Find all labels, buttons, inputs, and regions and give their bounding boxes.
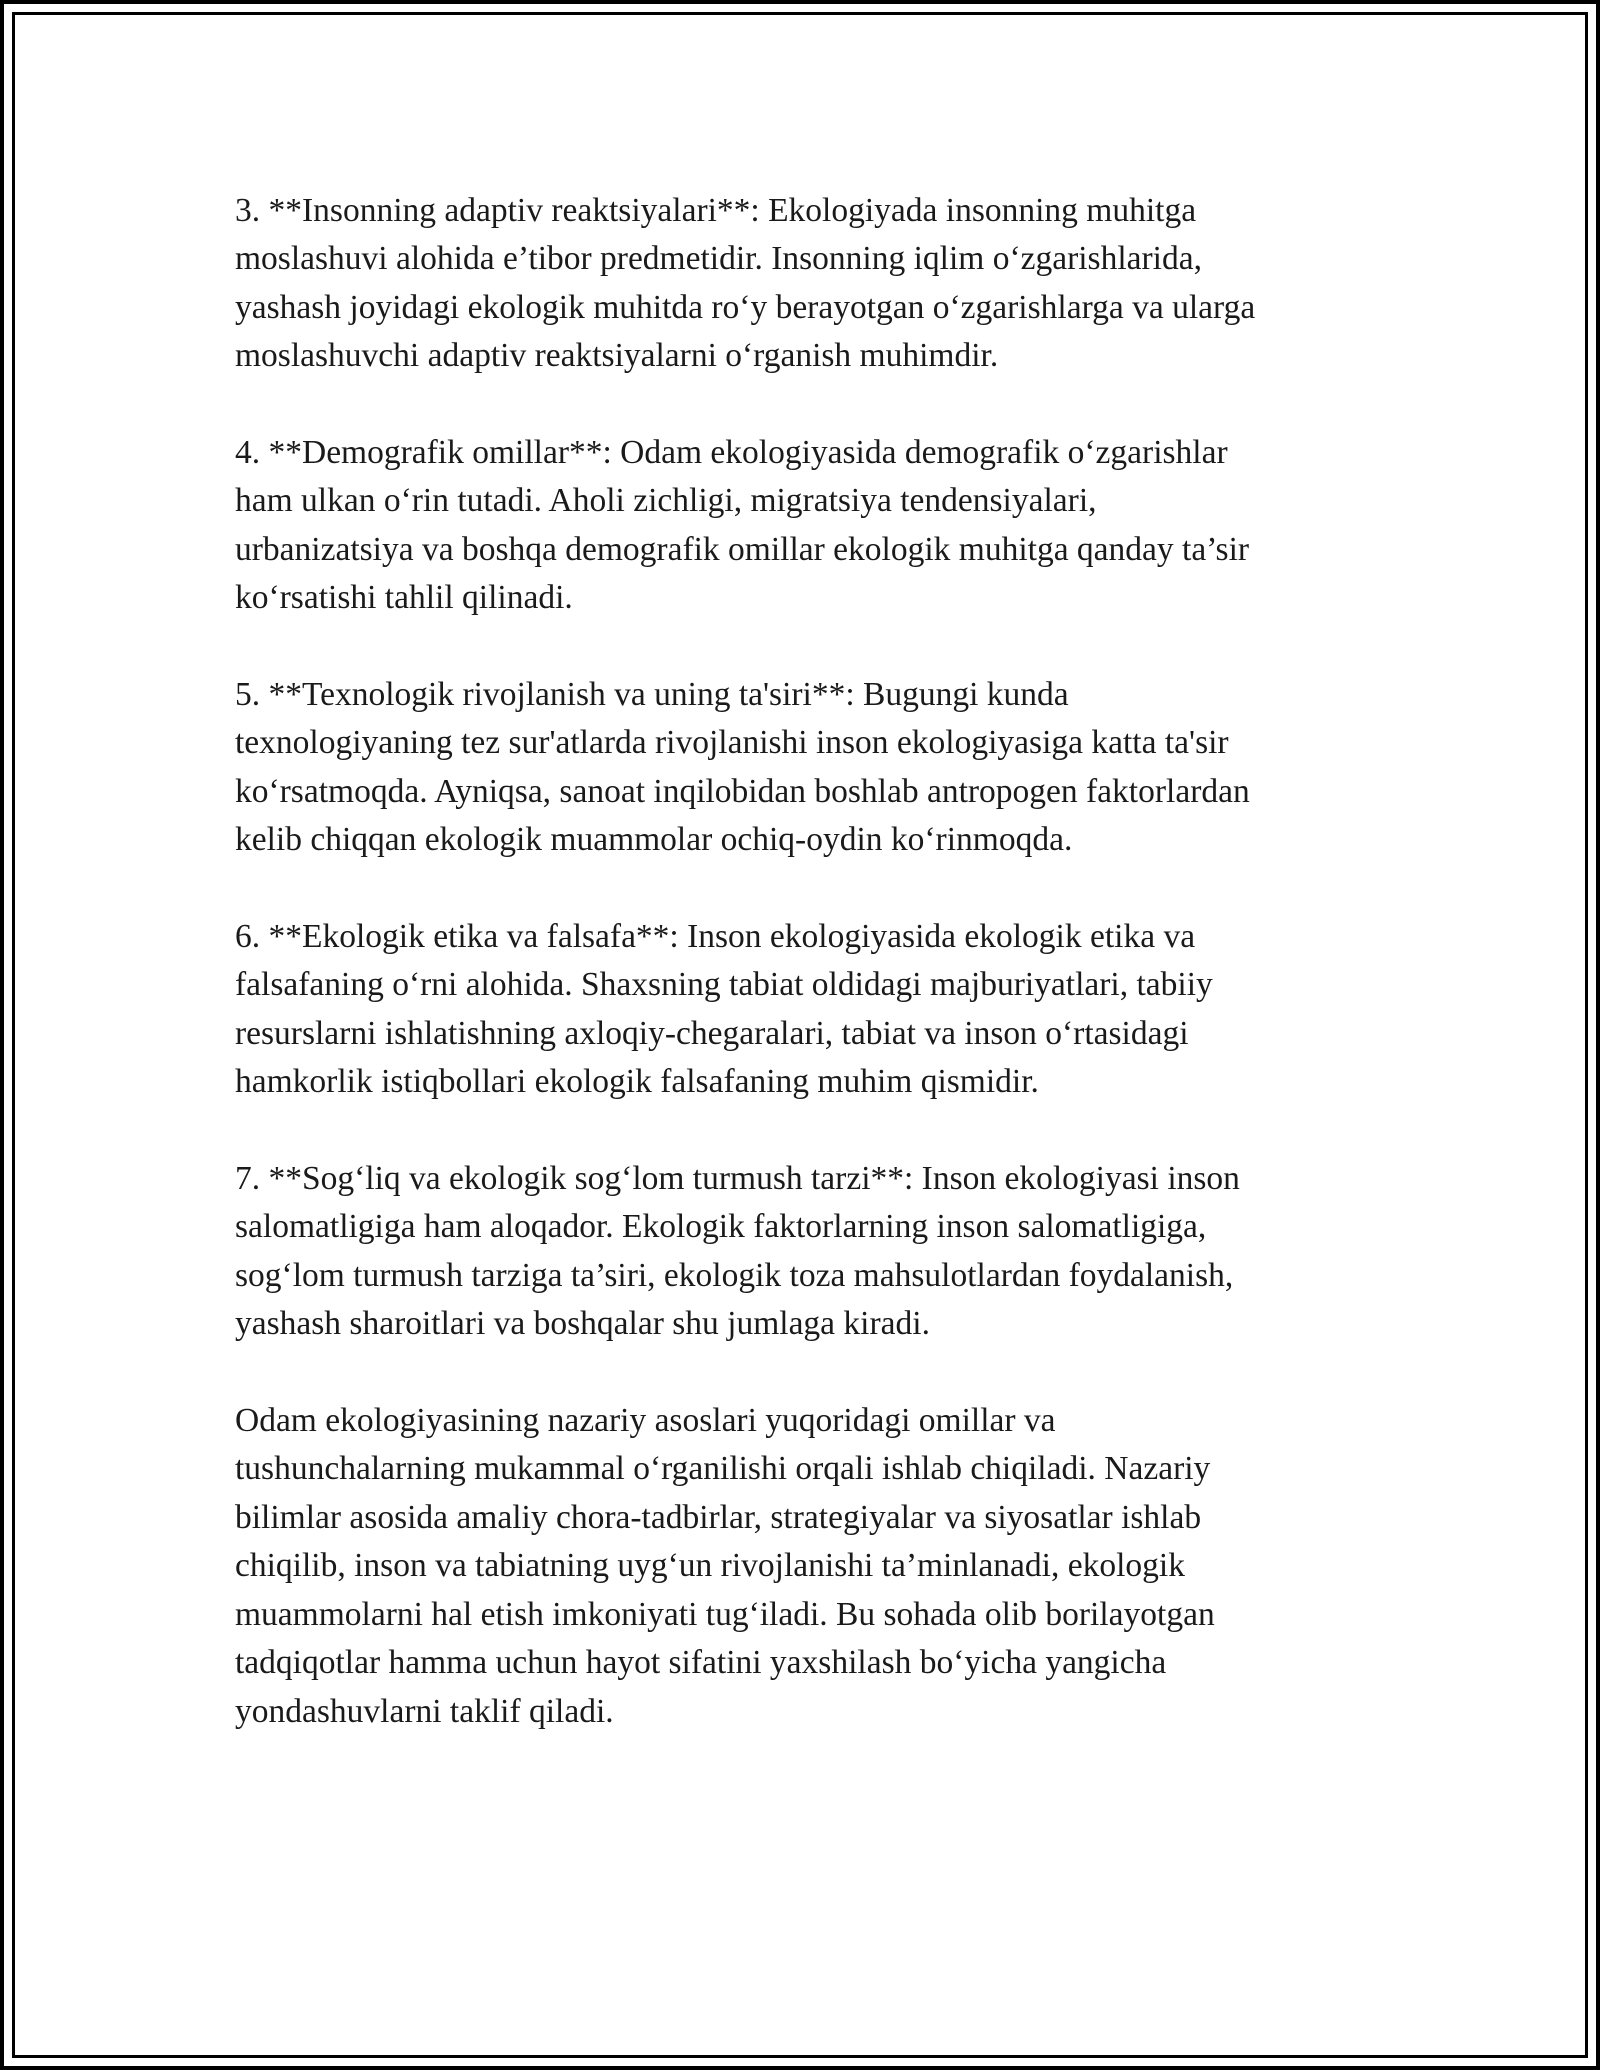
text-line: 6. **Ekologik etika va falsafa**: Inson ekologiyasida ekologik etika va <box>235 918 1196 956</box>
text-line: yashash sharoitlari va boshqalar shu jumlaga kiradi. <box>235 1305 930 1343</box>
text-line: yashash joyidagi ekologik muhitda ro‘y berayotgan o‘zgarishlarga va ularga <box>235 288 1256 326</box>
text-line: muammolarni hal etish imkoniyati tug‘iladi. Bu sohada olib borilayotgan <box>235 1595 1215 1633</box>
text-line: tadqiqotlar hamma uchun hayot sifatini yaxshilash bo‘yicha yangicha <box>235 1644 1167 1682</box>
paragraph-health-lifestyle <box>235 1155 1365 1349</box>
text-line: chiqilib, inson va tabiatning uyg‘un rivojlanishi ta’minlanadi, ekologik <box>235 1547 1185 1585</box>
text-line: 3. **Insonning adaptiv reaktsiyalari**: Ekologiyada insonning muhitga <box>235 192 1197 229</box>
paragraph-demographic-factors <box>235 429 1365 623</box>
text-line: ko‘rsatmoqda. Ayniqsa, sanoat inqilobidan boshlab antropogen faktorlardan <box>235 772 1250 810</box>
text-line: 5. **Texnologik rivojlanish va uning ta'siri**: Bugungi kunda <box>235 676 1069 714</box>
text-line: 4. **Demografik omillar**: Odam ekologiyasida demografik o‘zgarishlar <box>235 434 1228 472</box>
text-line: sog‘lom turmush tarziga ta’siri, ekologik toza mahsulotlardan foydalanish, <box>235 1256 1234 1294</box>
text-line: urbanizatsiya va boshqa demografik omillar ekologik muhitga qanday ta’sir <box>235 530 1250 568</box>
text-line: yondashuvlarni taklif qiladi. <box>235 1692 614 1730</box>
paragraph-adaptive-reactions <box>235 187 1365 381</box>
text-line: ko‘rsatishi tahlil qilinadi. <box>235 579 573 617</box>
text-line: moslashuvchi adaptiv reaktsiyalarni o‘rganish muhimdir. <box>235 337 999 375</box>
text-line: moslashuvi alohida e’tibor predmetidir. Insonning iqlim o‘zgarishlarida, <box>235 240 1202 278</box>
text-line: hamkorlik istiqbollari ekologik falsafaning muhim qismidir. <box>235 1063 1039 1101</box>
text-line: Odam ekologiyasining nazariy asoslari yuqoridagi omillar va <box>235 1402 1056 1440</box>
text-line: ham ulkan o‘rin tutadi. Aholi zichligi, migratsiya tendensiyalari, <box>235 482 1097 520</box>
text-line: resurslarni ishlatishning axloqiy-chegaralari, tabiat va inson o‘rtasidagi <box>235 1014 1189 1052</box>
text-line: kelib chiqqan ekologik muammolar ochiq-oydin ko‘rinmoqda. <box>235 821 1073 859</box>
text-line: tushunchalarning mukammal o‘rganilishi orqali ishlab chiqiladi. Nazariy <box>235 1450 1211 1488</box>
text-line: falsafaning o‘rni alohida. Shaxsning tabiat oldidagi majburiyatlari, tabiiy <box>235 966 1213 1004</box>
document-body <box>235 187 1365 1784</box>
text-line: texnologiyaning tez sur'atlarda rivojlanishi inson ekologiyasiga katta ta'sir <box>235 724 1229 762</box>
text-line: bilimlar asosida amaliy chora-tadbirlar, strategiyalar va siyosatlar ishlab <box>235 1498 1202 1536</box>
paragraph-technological-development <box>235 671 1365 865</box>
paragraph-conclusion <box>235 1397 1365 1736</box>
text-line: 7. **Sog‘liq va ekologik sog‘lom turmush tarzi**: Inson ekologiyasi inson <box>235 1160 1240 1198</box>
text-line: salomatligiga ham aloqador. Ekologik faktorlarning inson salomatligiga, <box>235 1208 1207 1246</box>
paragraph-ecological-ethics <box>235 913 1365 1107</box>
